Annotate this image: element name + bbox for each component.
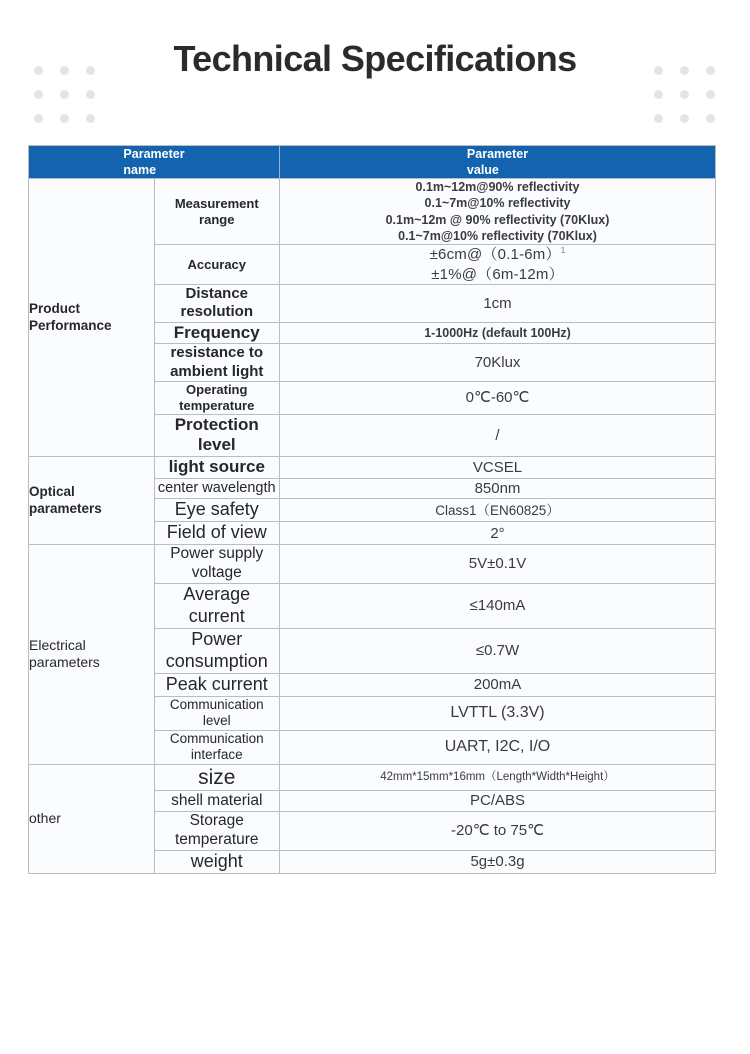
param-value-weight: 5g±0.3g bbox=[280, 850, 716, 873]
param-name-shell-material: shell material bbox=[154, 791, 280, 812]
param-value-center-wavelength: 850nm bbox=[280, 478, 716, 499]
decor-dot bbox=[680, 90, 689, 99]
page-header bbox=[0, 0, 750, 118]
param-name-power-consumption: Power consumption bbox=[154, 628, 280, 673]
group-label-line1: Electrical bbox=[29, 637, 86, 654]
param-name-accuracy: Accuracy bbox=[154, 245, 280, 285]
decor-dot bbox=[86, 90, 95, 99]
param-value-operating-temperature: 0℃-60℃ bbox=[280, 381, 716, 414]
specifications-table-container bbox=[28, 145, 716, 874]
param-name-line1: Measurement bbox=[174, 195, 259, 211]
column-header-parameter-name bbox=[29, 146, 280, 179]
param-name-line2: range bbox=[199, 211, 235, 227]
param-value-power-supply-voltage: 5V±0.1V bbox=[280, 545, 716, 584]
decor-dot bbox=[60, 66, 69, 75]
decor-dot bbox=[654, 66, 663, 75]
param-value-communication-level: LVTTL (3.3V) bbox=[280, 696, 716, 730]
param-name-communication-interface: Communication interface bbox=[154, 730, 280, 764]
param-name-weight: weight bbox=[154, 850, 280, 873]
param-name-communication-level: Communication level bbox=[154, 696, 280, 730]
decor-dot bbox=[706, 90, 715, 99]
measurement-range-line-4: 0.1~7m@10% reflectivity (70Klux) bbox=[398, 228, 597, 243]
table-body bbox=[29, 179, 716, 874]
param-value-shell-material: PC/ABS bbox=[280, 791, 716, 812]
column-header-parameter-value bbox=[280, 146, 716, 179]
param-name-size: size bbox=[154, 764, 280, 791]
group-label-line1: Optical bbox=[29, 484, 75, 500]
accuracy-line-2: ±1%@（6m-12m） bbox=[431, 265, 564, 283]
param-value-power-consumption: ≤0.7W bbox=[280, 628, 716, 673]
param-name-line2: ambient light bbox=[170, 362, 264, 380]
decorative-dot-grid-right bbox=[654, 66, 716, 123]
param-name-ambient-light-resistance bbox=[154, 344, 280, 382]
column-header-value-line2: value bbox=[466, 163, 499, 177]
param-value-accuracy bbox=[280, 245, 716, 285]
group-label-product-performance bbox=[29, 179, 155, 457]
decor-dot bbox=[86, 66, 95, 75]
column-header-value-line1: Parameter bbox=[466, 147, 529, 161]
param-value-measurement-range bbox=[280, 179, 716, 245]
param-name-average-current: Average current bbox=[154, 584, 280, 629]
group-label-line1: Product bbox=[29, 301, 81, 317]
param-value-protection-level: / bbox=[280, 414, 716, 456]
param-value-field-of-view: 2° bbox=[280, 522, 716, 545]
decor-dot bbox=[706, 114, 715, 123]
param-value-light-source: VCSEL bbox=[280, 457, 716, 479]
measurement-range-line-3: 0.1m~12m @ 90% reflectivity (70Klux) bbox=[385, 212, 610, 227]
param-value-communication-interface: UART, I2C, I/O bbox=[280, 730, 716, 764]
param-value-size: 42mm*15mm*16mm（Length*Width*Height） bbox=[280, 764, 716, 791]
decor-dot bbox=[654, 90, 663, 99]
group-label-electrical-parameters bbox=[29, 545, 155, 764]
param-value-eye-safety: Class1（EN60825） bbox=[280, 499, 716, 522]
group-label-line2: parameters bbox=[29, 654, 100, 671]
param-name-field-of-view: Field of view bbox=[154, 522, 280, 545]
accuracy-line-1: ±6cm@（0.1-6m）$^1$ bbox=[429, 246, 566, 263]
param-name-measurement-range bbox=[154, 179, 280, 245]
param-name-frequency: Frequency bbox=[154, 322, 280, 344]
decor-dot bbox=[680, 66, 689, 75]
table-header-row bbox=[29, 146, 716, 179]
param-value-distance-resolution: 1cm bbox=[280, 285, 716, 323]
table-row bbox=[29, 457, 716, 479]
param-value-frequency: 1-1000Hz (default 100Hz) bbox=[280, 322, 716, 344]
param-name-line1: resistance to bbox=[170, 344, 264, 362]
param-name-protection-level: Protection level bbox=[154, 414, 280, 456]
table-header bbox=[29, 146, 716, 179]
param-name-eye-safety: Eye safety bbox=[154, 499, 280, 522]
group-label-line2: parameters bbox=[29, 500, 102, 516]
param-name-storage-temperature: Storage temperature bbox=[154, 811, 280, 850]
param-name-operating-temperature: Operating temperature bbox=[154, 381, 280, 414]
decor-dot bbox=[34, 90, 43, 99]
group-label-line1: other bbox=[29, 810, 61, 827]
param-name-distance-resolution: Distance resolution bbox=[154, 285, 280, 323]
decor-dot bbox=[60, 90, 69, 99]
param-name-light-source: light source bbox=[154, 457, 280, 479]
group-label-other bbox=[29, 764, 155, 873]
decor-dot bbox=[706, 66, 715, 75]
decor-dot bbox=[680, 114, 689, 123]
column-header-name-line2: name bbox=[123, 163, 157, 177]
param-name-peak-current: Peak current bbox=[154, 673, 280, 696]
param-value-ambient-light-resistance: 70Klux bbox=[280, 344, 716, 382]
measurement-range-line-1: 0.1m~12m@90% reflectivity bbox=[415, 180, 580, 194]
measurement-range-line-2: 0.1~7m@10% reflectivity bbox=[424, 196, 571, 211]
group-label-line2: Performance bbox=[29, 317, 112, 333]
column-header-name-line1: Parameter bbox=[123, 147, 185, 161]
decor-dot bbox=[60, 114, 69, 123]
group-label-optical-parameters bbox=[29, 457, 155, 545]
decor-dot bbox=[34, 114, 43, 123]
param-name-power-supply-voltage: Power supply voltage bbox=[154, 545, 280, 584]
decor-dot bbox=[34, 66, 43, 75]
param-value-peak-current: 200mA bbox=[280, 673, 716, 696]
param-name-center-wavelength: center wavelength bbox=[154, 478, 280, 499]
footnote-marker: 1 bbox=[560, 246, 566, 255]
param-value-average-current: ≤140mA bbox=[280, 584, 716, 629]
specifications-table bbox=[28, 145, 716, 874]
decor-dot bbox=[86, 114, 95, 123]
decorative-dot-grid-left bbox=[34, 66, 96, 123]
table-row bbox=[29, 764, 716, 791]
decor-dot bbox=[654, 114, 663, 123]
page-title: Technical Specifications bbox=[173, 38, 577, 79]
table-row bbox=[29, 179, 716, 245]
table-row bbox=[29, 545, 716, 584]
param-value-storage-temperature: -20℃ to 75℃ bbox=[280, 811, 716, 850]
